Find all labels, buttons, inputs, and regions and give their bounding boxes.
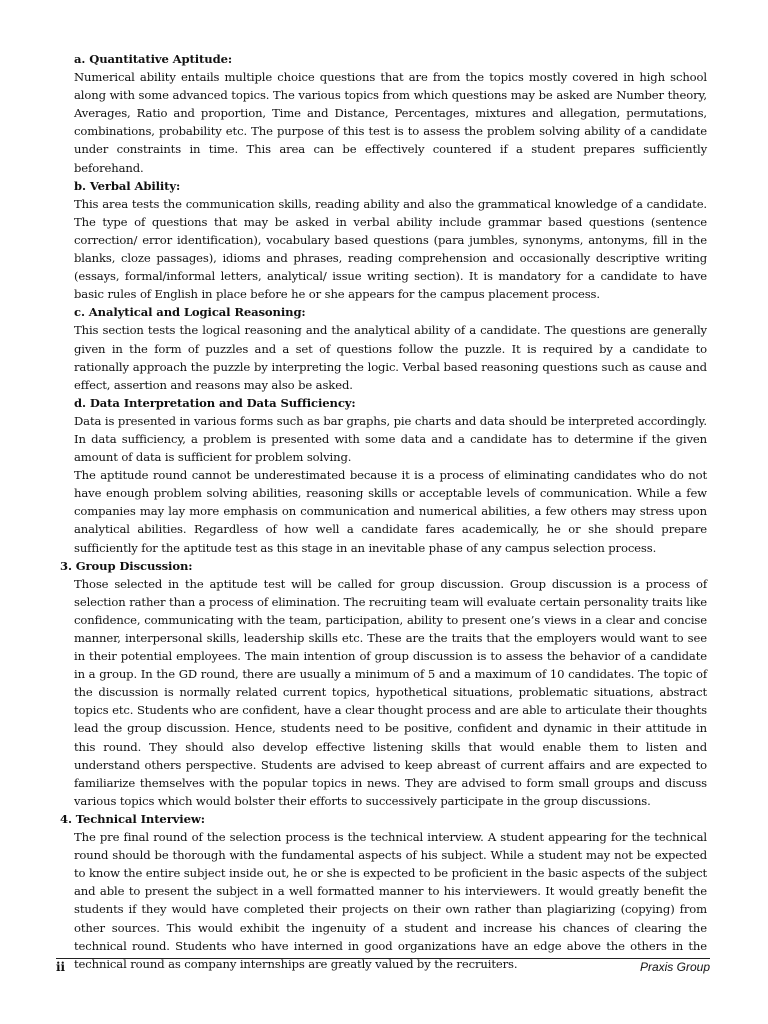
section-body-group-discussion: Those selected in the aptitude test will be called for group discussion. Group discussion is a process of selection rather than a process of elimination. The recruiting team will evaluate certain personality traits like confidence, communicating with the team, participation, ability to present one’s views in a clear and concise manner, interpersonal skills, leadership skills etc. These are the traits that the employers would want to see in their potential employees. The main intention of group discussion is to assess the behavior of a candidate in a group. In the GD round, there are usually a minimum of 5 and a maximum of 10 candidates. The topic of the discussion is normally related current topics, hypothetical situations, problematic situations, abstract topics etc. Students who are confident, have a clear thought process and are able to articulate their thoughts lead the group discussion. Hence, students need to be positive, confident and dynamic in their attitude in this round. They should also develop effective listening skills that would enable them to listen and understand others perspective. Students are advised to keep abreast of current affairs and are expected to familiarize themselves with the popular topics in news. They are advised to form small groups and discuss various topics which would bolster their efforts to successively participate in the group discussions. — [74, 576, 707, 808]
section-heading-analytical-reasoning: c. Analytical and Logical Reasoning: — [74, 305, 306, 320]
section-heading-group-discussion: 3. Group Discussion: — [60, 558, 193, 573]
section-body-data-interpretation: Data is presented in various forms such as bar graphs, pie charts and data should be interpreted accordingly. In data sufficiency, a problem is presented with some data and a candidate has to determine if the given amount of data is sufficient for problem solving. — [74, 413, 707, 465]
section-heading-technical-interview: 4. Technical Interview: — [60, 811, 205, 826]
publisher-name: Praxis Group — [639, 960, 710, 974]
section-body-verbal-ability: This area tests the communication skills, reading ability and also the grammatical knowledge of a candidate. The type of questions that may be asked in verbal ability include grammar based questions (sentence correction/ error identification), vocabulary based questions (para jumbles, synonyms, antonyms, fill in the blanks, cloze passages), idioms and phrases, reading comprehension and occasionally descriptive writing (essays, formal/informal letters, analytical/ issue writing section). It is mandatory for a candidate to have basic rules of English in place before he or she appears for the campus placement process. — [74, 196, 707, 302]
section-body-technical-interview: The pre final round of the selection process is the technical interview. A student appearing for the technical round should be thorough with the fundamental aspects of his subject. While a student may not be expected to know the entire subject inside out, he or she is expected to be proficient in the basic aspects of the subject and able to present the subject in a well formatted manner to his interviewers. It would greatly benefit the students if they would have completed their projects on their own rather than plagiarizing (copying) from other sources. This would exhibit the ingenuity of a student and increase his chances of clearing the technical round. Students who have interned in good organizations have an edge above the others in the technical round as company internships are greatly valued by the recruiters. — [74, 830, 707, 971]
section-body-quantitative-aptitude: Numerical ability entails multiple choice questions that are from the topics mostly covered in high school along with some advanced topics. The various topics from which questions may be asked are Number theory, Averages, Ratio and proportion, Time and Distance, Percentages, mixtures and allegation, permutations, combinations, probability etc. The purpose of this test is to assess the problem solving ability of a candidate under constraints in time. This area can be effectively countered if a student prepares sufficiently beforehand. — [74, 70, 707, 175]
section-body-analytical-reasoning: This section tests the logical reasoning and the analytical ability of a candidate. The questions are generally given in the form of puzzles and a set of questions follow the puzzle. It is required by a candidate to rationally approach the puzzle by interpreting the logic. Verbal based reasoning questions such as cause and effect, assertion and reasons may also be asked. — [74, 323, 707, 392]
section-heading-data-interpretation: d. Data Interpretation and Data Sufficiency: — [74, 395, 356, 410]
page-number: ii — [56, 960, 66, 974]
footer-divider — [56, 958, 710, 959]
section-heading-verbal-ability: b. Verbal Ability: — [74, 178, 181, 193]
section-body-aptitude-summary: The aptitude round cannot be underestimated because it is a process of eliminating candidates who do not have enough problem solving abilities, reasoning skills or acceptable levels of communication. While a few companies may lay more emphasis on communication and numerical abilities, a few others may stress upon analytical abilities. Regardless of how well a candidate fares academically, he or she should prepare sufficiently for the aptitude test as this stage in an inevitable phase of any campus selection process. — [74, 468, 707, 555]
section-heading-quantitative-aptitude: a. Quantitative Aptitude: — [74, 52, 232, 66]
